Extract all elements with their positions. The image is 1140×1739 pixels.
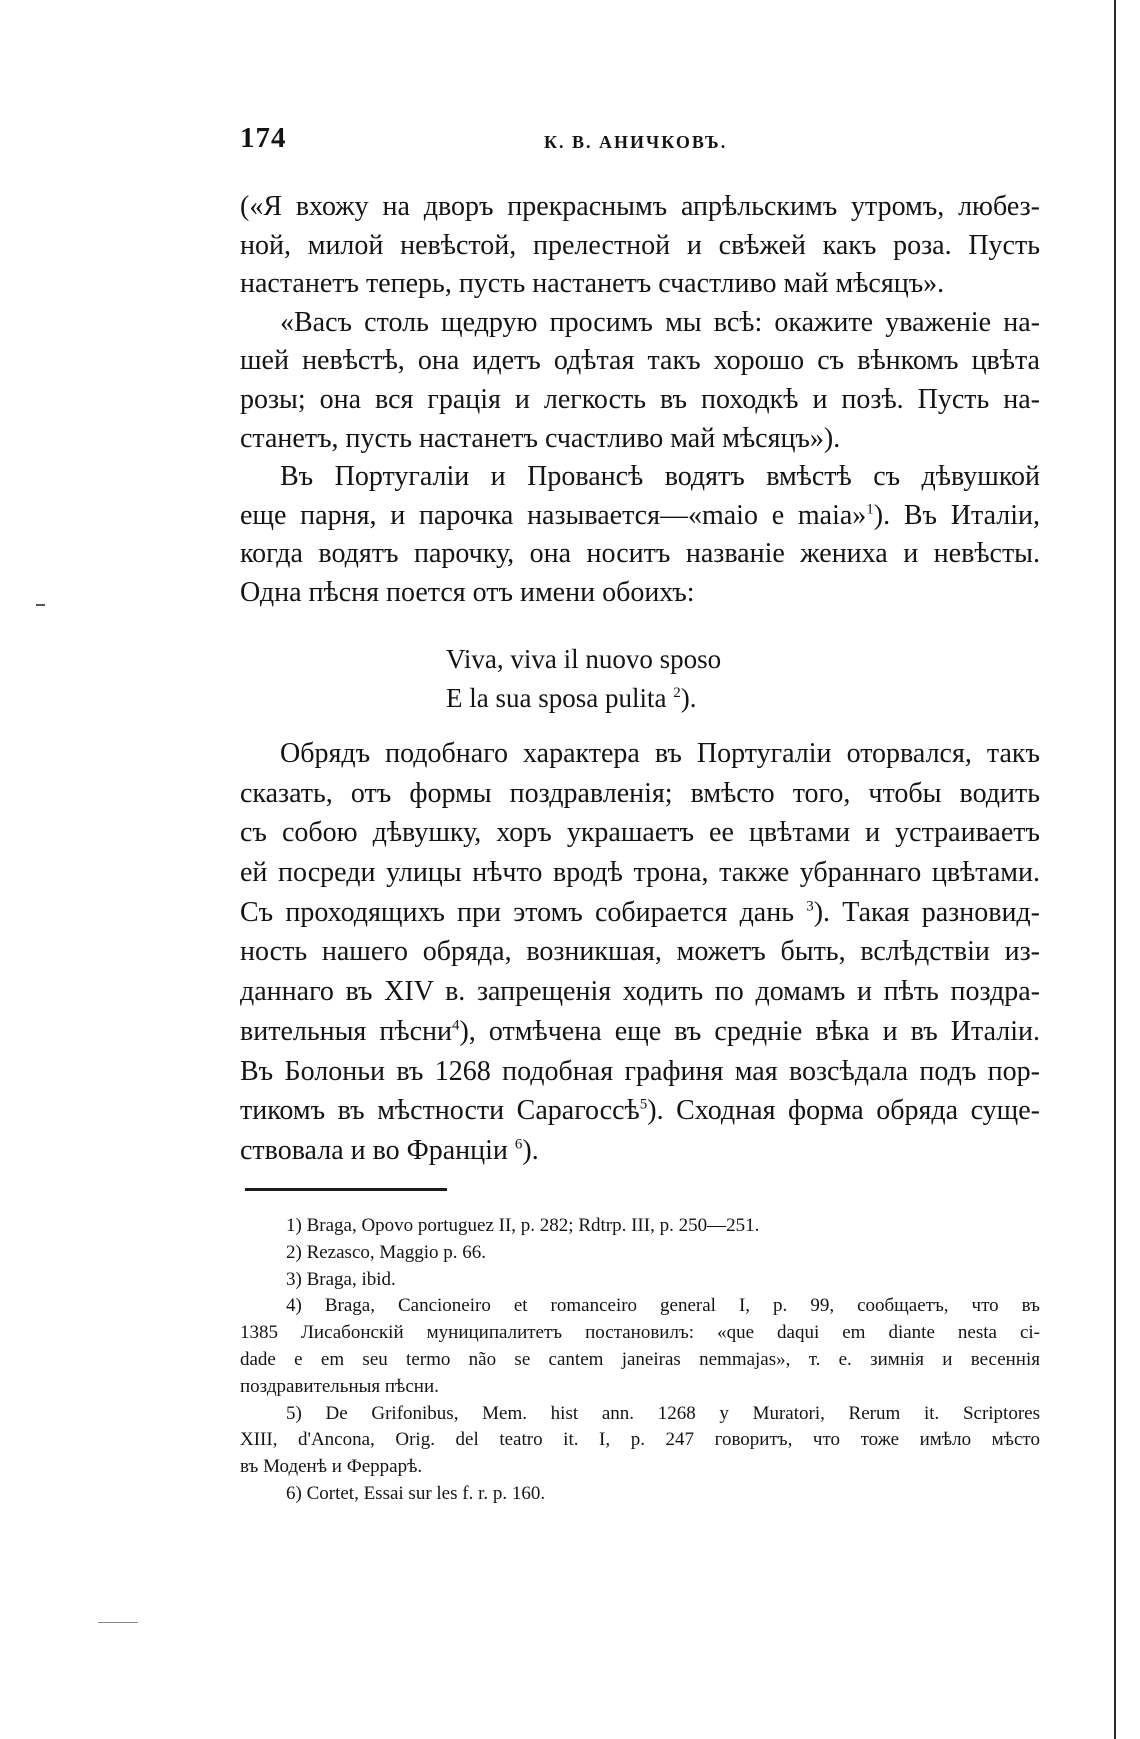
verse-line: Viva, viva il nuovo sposo (446, 644, 722, 674)
footnote-ref: 4 (451, 1017, 460, 1034)
second-text-block (240, 734, 1040, 1171)
footnote-ref: 5 (639, 1096, 648, 1113)
footnote-ref: 3 (806, 898, 814, 915)
text-line (240, 1131, 1040, 1171)
text-line: ей посреди улицы нѣчто вродѣ трона, также убраннаго цвѣтами. (240, 857, 1040, 889)
text-fragment: тикомъ въ мѣстности Сарагоссѣ (240, 1095, 640, 1127)
text-fragment: ). Въ Италіи, (873, 499, 1040, 531)
page-number: 174 (240, 122, 287, 154)
text-fragment: ), отмѣчена еще въ средніе вѣка и въ Италіи. (459, 1015, 1040, 1047)
footnote-ref: 1 (866, 501, 874, 518)
text-line: настанетъ теперь, пусть настанетъ счастливо май мѣсяцъ». (240, 268, 945, 300)
text-line: шей невѣстѣ, она идетъ одѣтая такъ хорошо съ вѣнкомъ цвѣта (240, 345, 1040, 377)
text-line: даннаго въ XIV в. запрещенія ходить по домамъ и пѣть поздра- (240, 976, 1040, 1008)
main-text-block (240, 188, 1040, 613)
text-fragment: ). (522, 1134, 539, 1166)
footnote-5-line: въ Моденѣ и Феррарѣ. (240, 1456, 423, 1478)
text-line: сказать, отъ формы поздравленія; вмѣсто того, чтобы водить (240, 777, 1040, 809)
text-line: Въ Португаліи и Провансѣ водятъ вмѣстѣ съ дѣвушкой (280, 461, 1040, 493)
footnote-1: 1) Braga, Opovo portuguez II, p. 282; Rdtrp. III, p. 250—251. (286, 1215, 760, 1236)
verse-line (446, 679, 846, 718)
text-line: («Я вхожу на дворъ прекраснымъ апрѣльскимъ утромъ, любез- (240, 191, 1040, 222)
footnote-ref: 2 (673, 685, 681, 701)
text-fragment: Съ проходящихъ при этомъ собирается дань (240, 896, 807, 928)
page-header (240, 122, 1040, 162)
text-line: ность нашего обряда, возникшая, можетъ быть, вслѣдствіи из- (240, 936, 1040, 968)
footnote-5-line: 5) De Grifonibus, Mem. hist ann. 1268 y Muratori, Rerum it. Scriptores (286, 1402, 1040, 1424)
footnote-2: 2) Rezasco, Maggio p. 66. (286, 1241, 486, 1263)
footnote-4-line: поздравительныя пѣсни. (240, 1375, 439, 1397)
text-line (240, 497, 1040, 536)
song-verse (446, 640, 846, 718)
text-line: станетъ, пусть настанетъ счастливо май мѣсяцъ»). (240, 422, 841, 454)
text-fragment: ствовала и во Франціи (240, 1134, 508, 1166)
footnote-4-line: dade e em seu termo não se cantem janeiras nemmajas», т. е. зимнія и весеннія (240, 1348, 1040, 1370)
footnote-3: 3) Braga, ibid. (286, 1268, 396, 1290)
footnotes-block (240, 1213, 1040, 1508)
text-fragment: ). (680, 683, 697, 713)
footnote-ref: 6 (514, 1136, 523, 1153)
text-line: розы; она вся грація и легкость въ походкѣ и позѣ. Пусть на- (240, 383, 1040, 415)
text-fragment: E la sua sposa pulita (446, 683, 667, 713)
text-line: Одна пѣсня поется отъ имени обоихъ: (240, 576, 695, 608)
margin-mark (36, 604, 45, 606)
text-line: съ собою дѣвушку, хоръ украшаетъ ее цвѣтами и устраиваетъ (240, 817, 1040, 849)
running-head: К. В. АНИЧКОВЪ. (544, 132, 728, 152)
text-line: ной, милой невѣстой, прелестной и свѣжей какъ роза. Пусть (240, 229, 1040, 261)
page-edge-line (1114, 0, 1116, 1739)
margin-dash (98, 1622, 138, 1623)
footnote-4-line: 1385 Лисабонскій муниципалитетъ постановилъ: «que daqui em diante nesta ci- (240, 1322, 1040, 1344)
text-line (240, 1012, 1040, 1052)
footnote-separator (245, 1188, 447, 1191)
text-line: «Васъ столь щедрую просимъ мы всѣ: окажите уваженіе на- (280, 306, 1040, 338)
text-fragment: еще парня, и парочка называется—«maio e maia» (240, 499, 867, 531)
text-fragment: вительныя пѣсни (240, 1015, 452, 1047)
footnote-5-line: XIII, d'Ancona, Orig. del teatro it. I, p. 247 говоритъ, что тоже имѣло мѣсто (240, 1429, 1040, 1451)
text-fragment: ). Такая разновид- (813, 896, 1040, 928)
footnote-4-line: 4) Braga, Cancioneiro et romanceiro general I, p. 99, сообщаетъ, что въ (286, 1295, 1040, 1317)
text-line: Обрядъ подобнаго характера въ Португаліи оторвался, такъ (280, 738, 1040, 769)
text-fragment: ). Сходная форма обряда суще- (647, 1095, 1040, 1127)
text-line: когда водятъ парочку, она носитъ названіе жениха и невѣсты. (240, 538, 1040, 570)
text-line (240, 893, 1040, 933)
footnote-6: 6) Cortet, Essai sur les f. r. p. 160. (286, 1482, 546, 1504)
text-line (240, 1091, 1040, 1131)
text-line: Въ Болоньи въ 1268 подобная графиня мая возсѣдала подъ пор- (240, 1055, 1040, 1087)
